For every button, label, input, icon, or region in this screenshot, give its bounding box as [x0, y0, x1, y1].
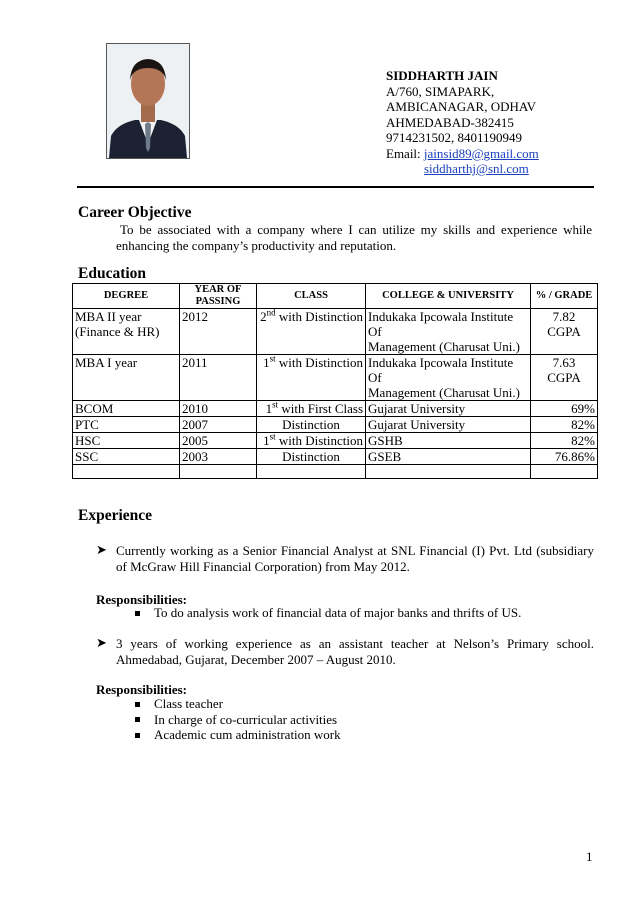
cell-college: Gujarat University [366, 401, 531, 417]
cell-year: 2007 [180, 417, 257, 433]
cell-degree: SSC [73, 449, 180, 465]
table-row [73, 417, 598, 433]
cell-class: 1st with Distinction [257, 433, 366, 449]
table-row [73, 309, 598, 355]
cell-class: Distinction [257, 449, 366, 465]
address-line-2: AMBICANAGAR, ODHAV [386, 99, 536, 114]
cell-grade: 82% [531, 433, 598, 449]
address-line-1: A/760, SIMAPARK, [386, 83, 495, 99]
education-heading: Education [78, 265, 147, 282]
job-2-description: 3 years of working experience as an assistant teacher at Nelson’s Primary school. Ahmedabad, Gujarat, December 2007 – August 2010. [116, 636, 594, 667]
list-item: Class teacher [135, 696, 341, 712]
list-item: To do analysis work of financial data of major banks and thrifts of US. [135, 605, 521, 621]
page-number: 1 [586, 849, 593, 864]
responsibilities-label-1: Responsibilities: [96, 592, 188, 607]
cell-class: 1st with First Class [257, 401, 366, 417]
profile-photo [106, 43, 190, 159]
cell-grade: 69% [531, 401, 598, 417]
col-header-class: CLASS [257, 284, 366, 309]
cell-year: 2003 [180, 449, 257, 465]
cell-college: Indukaka Ipcowala Institute Of Management (Charusat Uni.) [366, 355, 531, 401]
cell-year: 2011 [180, 355, 257, 401]
col-header-year: YEAR OF PASSING [180, 284, 257, 309]
cell-degree: BCOM [73, 401, 180, 417]
cell-year: 2005 [180, 433, 257, 449]
address-line-3: AHMEDABAD-382415 [386, 114, 514, 130]
cell-degree: HSC [73, 433, 180, 449]
table-header-row [73, 284, 598, 309]
list-item: In charge of co-curricular activities [135, 712, 341, 728]
responsibilities-label-2: Responsibilities: [96, 682, 188, 697]
career-objective-heading: Career Objective [78, 204, 192, 221]
cell-college: Gujarat University [366, 417, 531, 433]
cell-class: 1st with Distinction [257, 355, 366, 401]
arrow-bullet-icon: ➤ [96, 542, 107, 557]
cell-degree: PTC [73, 417, 180, 433]
career-objective-text: To be associated with a company where I can utilize my skills and experience while enhancing the company’s productivity and reputation. [116, 222, 592, 253]
square-bullet-icon [135, 733, 140, 738]
email-label: Email: [386, 145, 421, 161]
col-header-college: COLLEGE & UNIVERSITY [366, 284, 531, 309]
cell-year: 2012 [180, 309, 257, 355]
table-row [73, 433, 598, 449]
cell-class: 2nd with Distinction [257, 309, 366, 355]
cell-degree: MBA II year (Finance & HR) [73, 309, 180, 355]
email-line [386, 146, 539, 162]
job-1-description: Currently working as a Senior Financial Analyst at SNL Financial (I) Pvt. Ltd (subsidiary of McGraw Hill Financial Corporation) from May 2012. [116, 543, 594, 574]
list-item: Academic cum administration work [135, 727, 341, 743]
cell-grade: 7.63 CGPA [531, 355, 598, 401]
cell-grade: 76.86% [531, 449, 598, 465]
table-row [73, 355, 598, 401]
col-header-degree: DEGREE [73, 284, 180, 309]
experience-heading: Experience [78, 507, 153, 524]
cell-college: GSEB [366, 449, 531, 465]
header-divider [77, 186, 594, 188]
table-row [73, 449, 598, 465]
phone-numbers: 9714231502, 8401190949 [386, 130, 523, 145]
table-row [73, 401, 598, 417]
cell-grade: 82% [531, 417, 598, 433]
table-row-empty [73, 465, 598, 479]
email-line-2 [386, 161, 539, 177]
email-link-2[interactable]: siddharthj@snl.com [424, 161, 529, 176]
cell-college: Indukaka Ipcowala Institute Of Management (Charusat Uni.) [366, 309, 531, 355]
email-link-1[interactable]: jainsid89@gmail.com [423, 145, 539, 161]
contact-block [386, 68, 539, 177]
candidate-name: SIDDHARTH JAIN [386, 68, 498, 83]
arrow-bullet-icon: ➤ [96, 635, 107, 650]
education-table [72, 283, 598, 479]
square-bullet-icon [135, 702, 140, 707]
square-bullet-icon [135, 611, 140, 616]
cell-grade: 7.82 CGPA [531, 309, 598, 355]
col-header-grade: % / GRADE [531, 284, 598, 309]
cell-degree: MBA I year [73, 355, 180, 401]
education-table-wrap [72, 283, 598, 479]
cell-college: GSHB [366, 433, 531, 449]
cell-year: 2010 [180, 401, 257, 417]
responsibility-list-2 [135, 696, 341, 743]
responsibility-list-1 [135, 605, 521, 621]
square-bullet-icon [135, 717, 140, 722]
cell-class: Distinction [257, 417, 366, 433]
